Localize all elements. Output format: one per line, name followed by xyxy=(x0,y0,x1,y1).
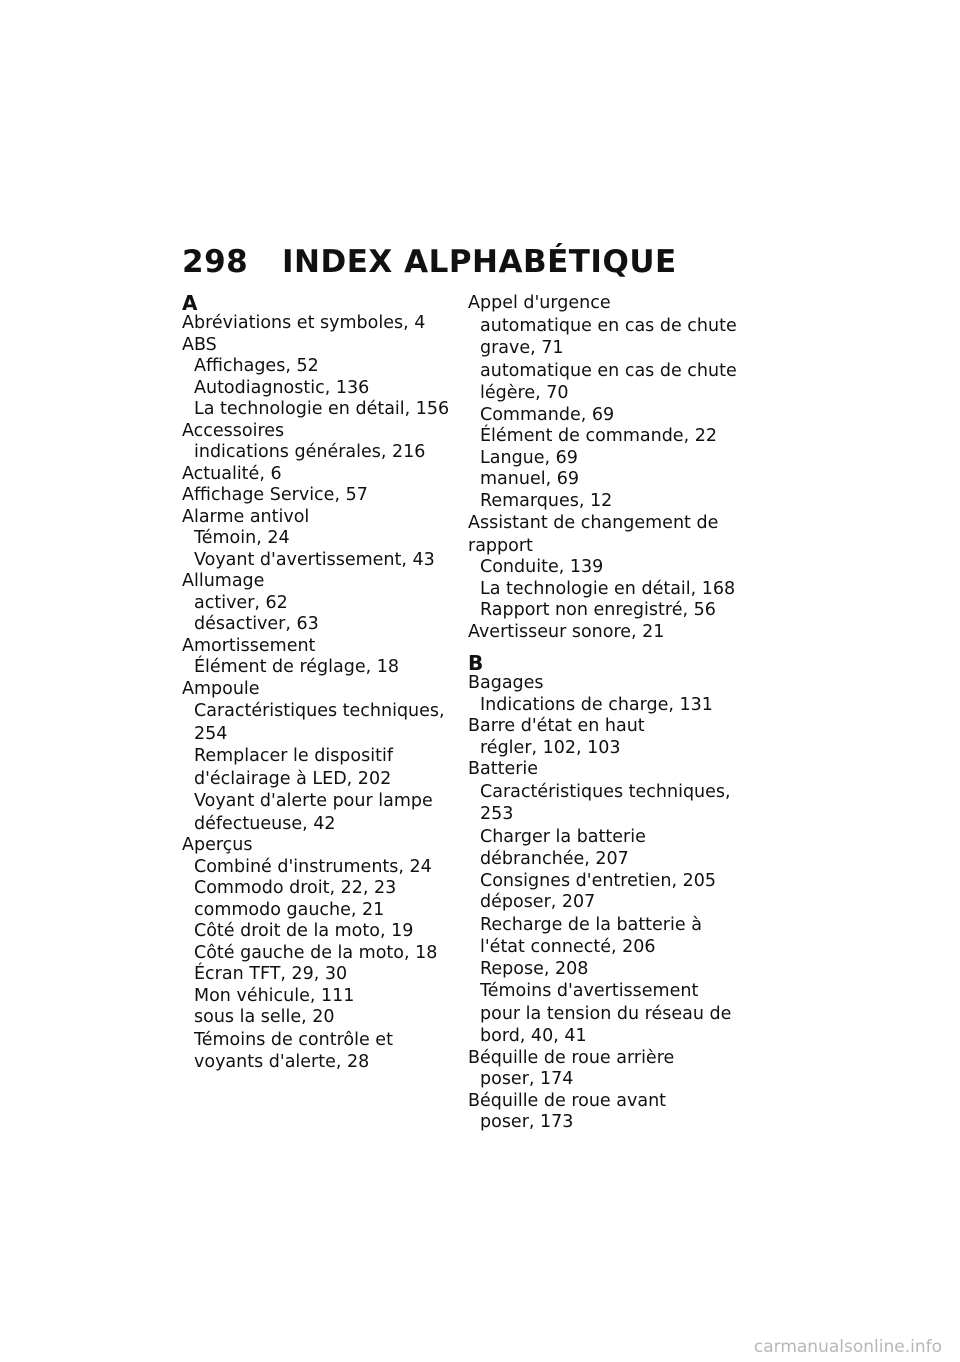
index-entry xyxy=(468,673,740,716)
index-subentry: Affichages, 52 xyxy=(194,356,319,376)
index-subentry: indications générales, 216 xyxy=(194,442,426,462)
section-letter-b: B xyxy=(468,651,484,675)
index-entry xyxy=(182,507,454,572)
index-subentry: Côté gauche de la moto, 18 xyxy=(194,942,438,963)
index-subentry: La technologie en détail, 168 xyxy=(480,578,736,599)
index-term: Bagages xyxy=(468,673,544,693)
index-entry xyxy=(182,313,454,335)
index-entry xyxy=(182,464,454,486)
index-subentry: La technologie en détail, 156 xyxy=(194,399,450,419)
index-term: Aperçus xyxy=(182,835,253,855)
index-subentry: Voyant d'alerte pour lampe défectueuse, 42 xyxy=(194,791,433,834)
index-subentry: Recharge de la batterie à l'état connecté, 206 xyxy=(480,914,702,957)
index-subentry: Repose, 208 xyxy=(480,958,589,979)
index-subentry: Remarques, 12 xyxy=(480,490,613,511)
watermark-link[interactable]: carmanualsonline.info xyxy=(753,1337,942,1357)
index-entry xyxy=(182,571,454,636)
index-entry xyxy=(468,512,740,622)
index-term: Abréviations et symboles, 4 xyxy=(182,313,426,333)
index-term: Ampoule xyxy=(182,678,260,699)
index-subentry: désactiver, 63 xyxy=(194,614,319,634)
index-subentry: Rapport non enregistré, 56 xyxy=(480,600,716,620)
page-header xyxy=(182,244,677,280)
section-letter-a: A xyxy=(182,291,198,315)
index-subentry: commodo gauche, 21 xyxy=(194,899,385,920)
index-subentry: Autodiagnostic, 136 xyxy=(194,377,370,398)
index-subentry: Consignes d'entretien, 205 xyxy=(480,870,716,891)
index-term: Affichage Service, 57 xyxy=(182,485,368,505)
index-subentry: Remplacer le dispositif d'éclairage à LED, 202 xyxy=(194,746,393,789)
index-subentry: déposer, 207 xyxy=(480,892,596,912)
index-subentry: Conduite, 139 xyxy=(480,557,604,577)
index-entry xyxy=(182,421,454,464)
index-subentry: Écran TFT, 29, 30 xyxy=(194,964,348,984)
index-subentry: Caractéristiques techniques, 253 xyxy=(480,781,731,824)
index-term: Avertisseur sonore, 21 xyxy=(468,621,665,642)
index-entry xyxy=(468,622,740,644)
index-entry xyxy=(468,759,740,1048)
index-subentry: manuel, 69 xyxy=(480,469,579,489)
index-subentry: Combiné d'instruments, 24 xyxy=(194,856,432,877)
index-entry xyxy=(468,1048,740,1091)
index-entry xyxy=(468,1091,740,1134)
index-term: Appel d'urgence xyxy=(468,293,611,313)
page-title: INDEX ALPHABÉTIQUE xyxy=(282,244,677,280)
index-subentry: Commande, 69 xyxy=(480,404,615,425)
index-subentry: Témoins d'avertissement pour la tension du réseau de bord, 40, 41 xyxy=(480,981,732,1046)
index-subentry: Témoin, 24 xyxy=(194,528,290,548)
index-subentry: poser, 173 xyxy=(480,1112,574,1132)
index-subentry: automatique en cas de chute grave, 71 xyxy=(480,315,737,358)
index-term: Allumage xyxy=(182,571,265,591)
index-term: Accessoires xyxy=(182,420,285,441)
index-subentry: Élément de commande, 22 xyxy=(480,426,717,446)
index-entry xyxy=(182,335,454,421)
index-term: Barre d'état en haut xyxy=(468,716,645,736)
index-term: Actualité, 6 xyxy=(182,463,282,484)
index-subentry: automatique en cas de chute légère, 70 xyxy=(480,360,737,403)
index-term: Alarme antivol xyxy=(182,506,310,527)
index-entry xyxy=(182,485,454,507)
index-entry xyxy=(182,835,454,1074)
index-subentry: Voyant d'avertissement, 43 xyxy=(194,549,435,570)
page-number: 298 xyxy=(182,244,249,280)
index-subentry: Mon véhicule, 111 xyxy=(194,985,355,1006)
index-term: Béquille de roue avant xyxy=(468,1090,667,1111)
index-term: ABS xyxy=(182,334,217,355)
index-column-left xyxy=(182,293,454,1074)
index-subentry: Témoins de contrôle et voyants d'alerte, 28 xyxy=(194,1029,393,1072)
index-term: Assistant de changement de rapport xyxy=(468,513,719,556)
index-entry xyxy=(182,679,454,836)
index-subentry: Charger la batterie débranchée, 207 xyxy=(480,826,646,869)
index-subentry: Caractéristiques techniques, 254 xyxy=(194,701,445,744)
index-subentry: Côté droit de la moto, 19 xyxy=(194,921,414,941)
index-subentry: poser, 174 xyxy=(480,1069,574,1089)
index-subentry: sous la selle, 20 xyxy=(194,1007,335,1027)
index-column-right xyxy=(468,293,740,1134)
index-subentry: Indications de charge, 131 xyxy=(480,694,713,715)
index-entry xyxy=(182,636,454,679)
index-term: Batterie xyxy=(468,759,539,779)
index-subentry: Élément de réglage, 18 xyxy=(194,657,399,677)
index-subentry: Langue, 69 xyxy=(480,447,578,468)
index-term: Béquille de roue arrière xyxy=(468,1047,675,1068)
index-subentry: Commodo droit, 22, 23 xyxy=(194,878,397,898)
index-entry xyxy=(468,293,740,512)
index-subentry: régler, 102, 103 xyxy=(480,737,621,758)
index-subentry: activer, 62 xyxy=(194,592,288,613)
index-term: Amortissement xyxy=(182,635,316,656)
index-entry xyxy=(468,716,740,759)
